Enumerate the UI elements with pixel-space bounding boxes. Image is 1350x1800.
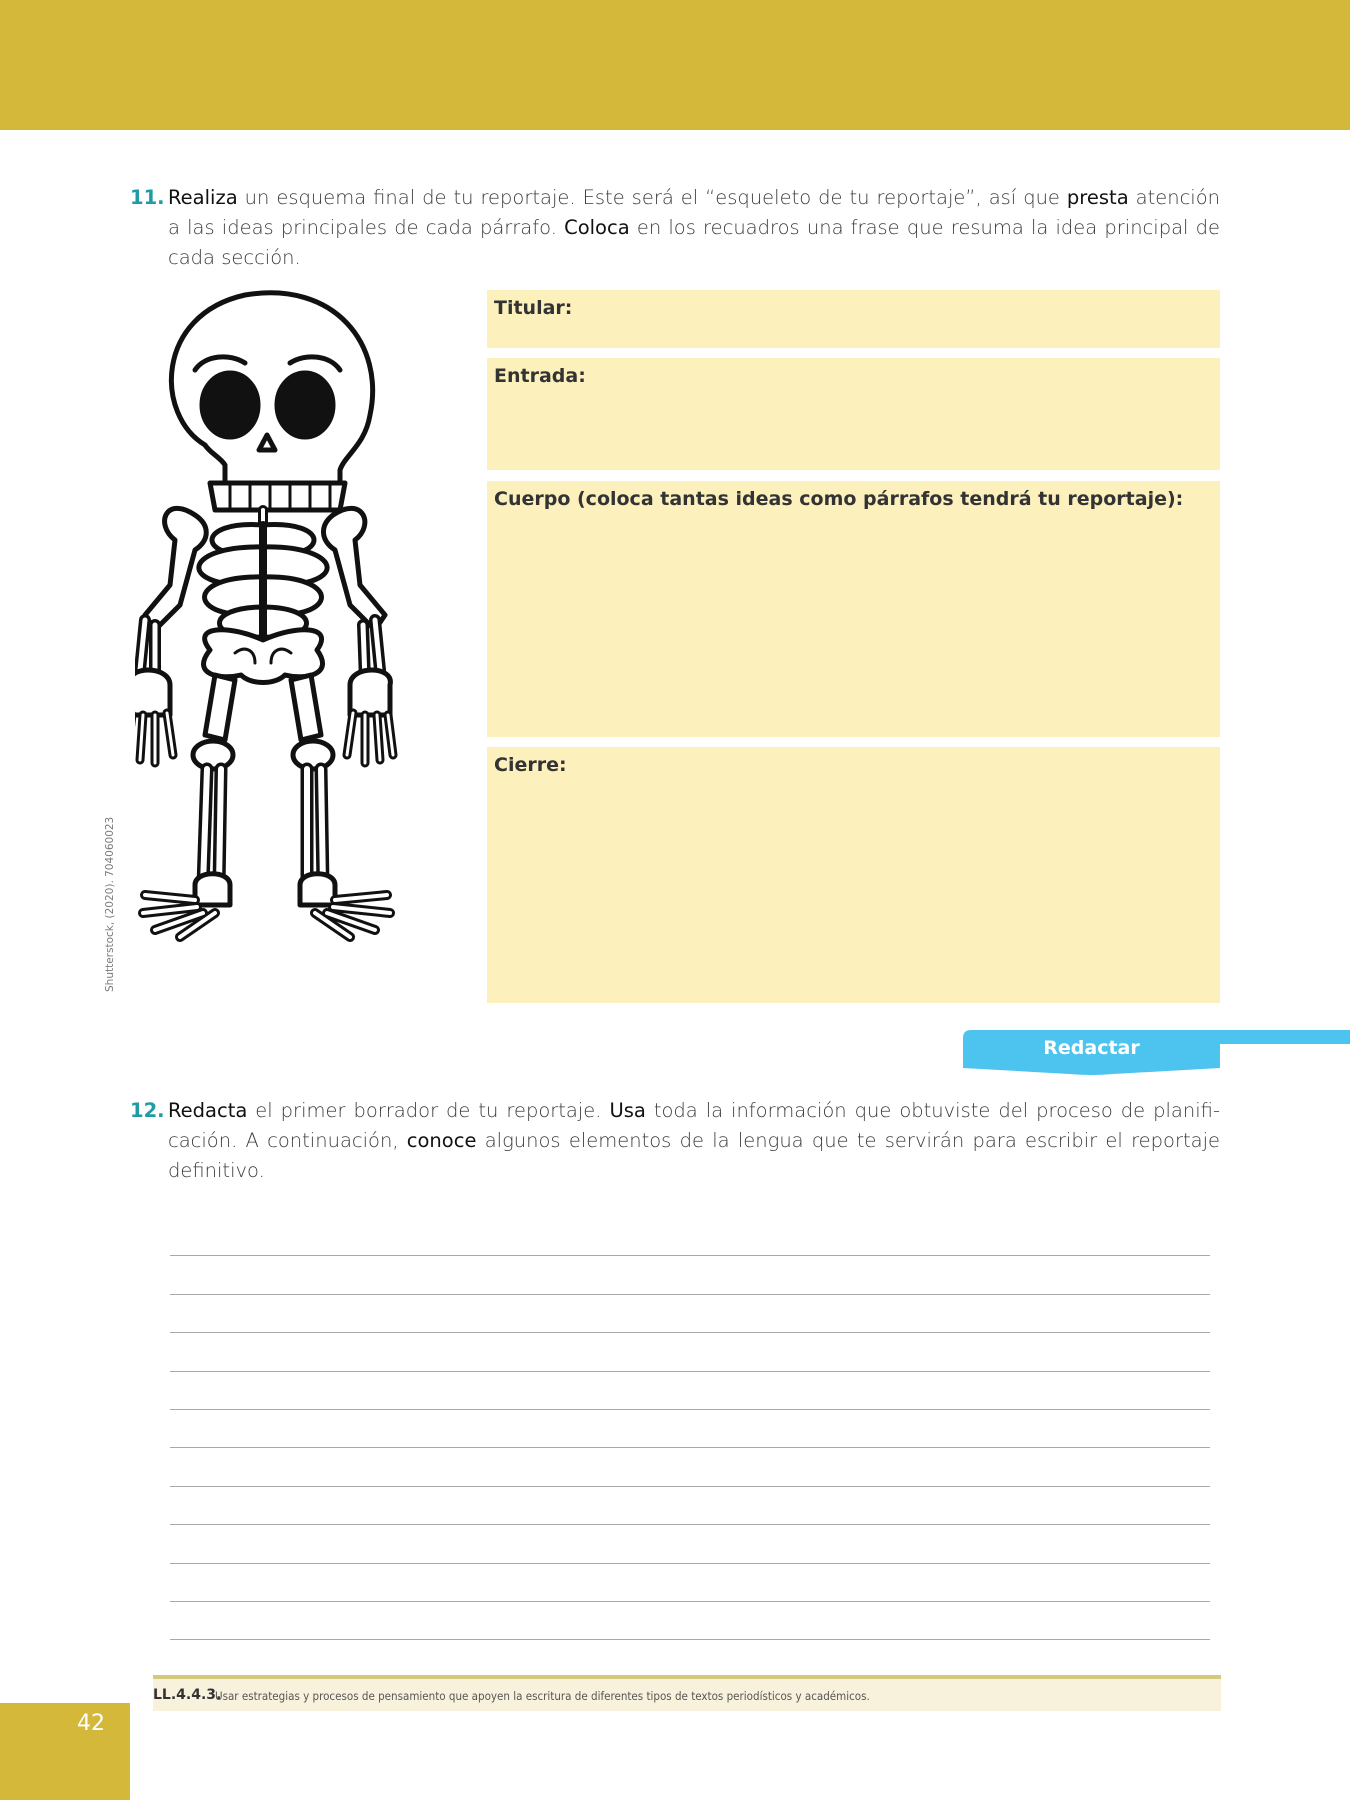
writing-line[interactable] [170, 1448, 1210, 1486]
skill-description: Usar estrategias y procesos de pensamiento que apoyen la escritura de diferentes tipos de textos periodísticos y académicos. [215, 1689, 870, 1703]
writing-line[interactable] [170, 1333, 1210, 1371]
titular-box[interactable] [487, 290, 1220, 348]
entrada-label: Entrada: [494, 365, 586, 387]
writing-line[interactable] [170, 1564, 1210, 1602]
top-color-band [0, 0, 1350, 130]
writing-lines[interactable] [170, 1218, 1210, 1679]
titular-label: Titular: [494, 297, 573, 319]
skill-footer [153, 1675, 1221, 1711]
exercise-number: 12. [130, 1099, 165, 1122]
writing-line[interactable] [170, 1602, 1210, 1640]
section-tab-label: Redactar [1043, 1037, 1140, 1059]
cuerpo-label: Cuerpo (coloca tantas ideas como párrafos tendrá tu reportaje): [494, 488, 1184, 510]
exercise-number: 11. [130, 186, 165, 209]
exercise-instructions: Realiza un esquema final de tu reportaje. Este será el “esqueleto de tu reportaje”, así que presta atención a las ideas principales de cada párrafo. Coloca en los recuadros una frase que resuma la idea principal de cada sección. [168, 186, 1221, 269]
exercise-instructions: Redacta el primer borrador de tu reportaje. Usa toda la información que obtuviste del proceso de planificación. A continuación, conoce algunos elementos de la lengua que te servirán para escribir el reportaje definitivo. [168, 1099, 1221, 1182]
cuerpo-box[interactable] [487, 481, 1220, 737]
exercise-12 [130, 1096, 1220, 1186]
writing-line[interactable] [170, 1410, 1210, 1448]
writing-line[interactable] [170, 1218, 1210, 1256]
writing-line[interactable] [170, 1487, 1210, 1525]
cierre-label: Cierre: [494, 754, 567, 776]
section-tab [963, 1028, 1220, 1076]
writing-line[interactable] [170, 1372, 1210, 1410]
writing-line[interactable] [170, 1295, 1210, 1333]
writing-line[interactable] [170, 1525, 1210, 1563]
exercise-11 [130, 183, 1220, 273]
skill-code: LL.4.4.3. [153, 1687, 222, 1703]
page-number-band [0, 1703, 130, 1800]
section-tab-line [1218, 1030, 1350, 1044]
writing-line[interactable] [170, 1256, 1210, 1294]
entrada-box[interactable] [487, 358, 1220, 470]
image-credit: Shutterstock, (2020). 704060023 [104, 816, 116, 992]
writing-line[interactable] [170, 1640, 1210, 1678]
skeleton-illustration [135, 285, 475, 1005]
page-number: 42 [77, 1711, 105, 1736]
cierre-box[interactable] [487, 747, 1220, 1003]
